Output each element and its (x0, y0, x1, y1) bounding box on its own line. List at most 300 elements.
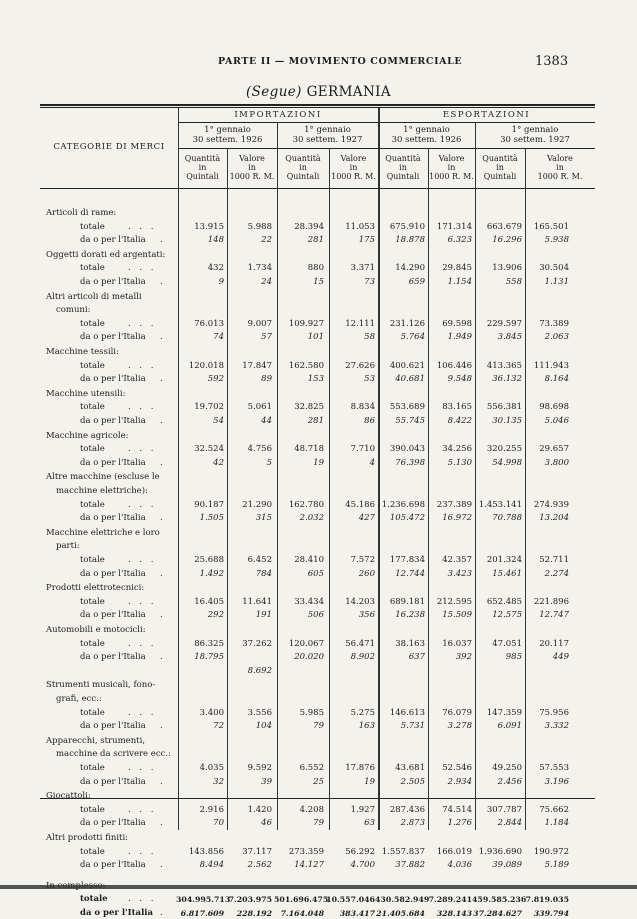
cell-value: 3.371 (350, 263, 375, 274)
cell-value: 260 (358, 568, 375, 579)
cell-value: 1.557.837 (381, 846, 425, 857)
cell-value: 8.494 (199, 860, 224, 871)
cell-value: 784 (255, 568, 272, 579)
leader-dots: . . . (128, 638, 157, 649)
cell-value: 7.164.048 (280, 909, 324, 918)
cell-value: 1.453.141 (478, 499, 522, 510)
row-label: Automobili e motocicli: (46, 625, 146, 635)
table-row (0, 721, 637, 732)
cell-value: 37.117 (242, 846, 272, 857)
cell-value: 2.505 (400, 776, 425, 787)
table-row (0, 908, 637, 919)
cell-value: 37.262 (242, 638, 272, 649)
cell-value: 2.934 (447, 776, 472, 787)
cell-value: 5.988 (247, 221, 272, 232)
table-row (0, 805, 637, 816)
page-number: 1383 (535, 54, 569, 69)
cell-value: 76.398 (395, 457, 425, 468)
cell-value: 315 (255, 513, 272, 524)
category-row (0, 625, 637, 636)
leader-dots: . . . (128, 804, 157, 815)
cell-value: 5 (266, 457, 272, 468)
leader-dots: . . . (128, 763, 157, 773)
cell-value: 21.405.684 (376, 909, 425, 918)
cell-value: 143.856 (188, 846, 224, 857)
cell-value: 281 (307, 235, 324, 246)
row-label: totale (80, 555, 105, 565)
table-row (0, 319, 637, 330)
cell-value: 2.873 (400, 818, 425, 829)
running-title: PARTE II — MOVIMENTO COMMERCIALE (218, 56, 463, 67)
cell-value: 83.165 (442, 402, 472, 413)
table-row (0, 555, 637, 566)
cell-value: 16.238 (395, 610, 425, 621)
table-top-rule (40, 104, 595, 106)
cell-value: 5.731 (400, 721, 425, 732)
cell-value: 1.949 (447, 332, 472, 343)
cell-value: 1.236.698 (381, 499, 425, 510)
leader-dots: . (160, 721, 166, 732)
cell-value: 17.847 (242, 360, 272, 371)
cell-value: 32 (213, 776, 224, 787)
cell-value: 13.915 (194, 221, 224, 232)
table-row (0, 597, 637, 608)
cell-value: 592 (207, 374, 224, 385)
row-label: totale (80, 804, 105, 815)
row-label: Macchine utensili: (46, 388, 126, 399)
row-label: da o per l'Italia (80, 332, 146, 343)
row-label: macchine elettriche): (56, 486, 148, 496)
leader-dots: . (160, 818, 166, 829)
cell-value: 383.417 (339, 909, 375, 918)
cell-value: 191 (255, 610, 272, 621)
cell-value: 237.389 (436, 499, 472, 510)
cell-value: 46 (261, 818, 272, 829)
cell-value: 15.461 (492, 568, 522, 579)
cell-value: 1.276 (447, 818, 472, 829)
cell-value: 328.143 (436, 909, 472, 918)
cell-value: 98.698 (539, 402, 569, 413)
cell-value: 105.472 (389, 513, 425, 524)
cell-value: 7.289.241 (428, 895, 472, 905)
leader-dots: . (160, 652, 166, 663)
cell-value: 25.688 (194, 555, 224, 565)
cell-value: 53 (364, 374, 375, 385)
cell-value: 162.580 (288, 360, 324, 371)
table-row (0, 458, 637, 469)
row-label: totale (80, 707, 105, 718)
leader-dots: . (160, 513, 166, 524)
cell-value: 5.985 (299, 707, 324, 718)
leader-dots: . . . (128, 318, 157, 329)
row-label: totale (80, 894, 108, 905)
cell-value: 148 (207, 235, 224, 246)
cell-value: 501.696.475 (274, 895, 329, 905)
cell-value: 432 (207, 263, 224, 274)
cell-value: 177.834 (389, 555, 425, 565)
table-row (0, 652, 637, 663)
cell-value: 86.325 (194, 638, 224, 649)
cell-value: 36.132 (492, 374, 522, 385)
row-label: totale (80, 763, 105, 773)
cell-value: 76.079 (442, 707, 472, 718)
cell-value: 427 (358, 513, 375, 524)
cell-value: 6.552 (299, 763, 324, 773)
cell-value: 45.186 (345, 499, 375, 510)
header-bottom-rule (40, 188, 595, 189)
cell-value: 8.692 (247, 665, 272, 676)
category-row (0, 528, 637, 539)
cell-value: 73 (364, 277, 375, 287)
cell-value: 449 (552, 652, 569, 663)
row-label: Altri articoli di metalli (46, 291, 142, 302)
cell-value: 9.548 (447, 374, 472, 385)
cell-value: 1.927 (350, 804, 375, 815)
leader-dots: . (160, 374, 166, 385)
cell-value: 58 (364, 332, 375, 343)
cell-value: 413.365 (486, 360, 522, 371)
cell-value: 72 (213, 721, 224, 732)
cell-value: 9.007 (247, 318, 272, 329)
category-row (0, 833, 637, 844)
row-label: Prodotti elettrotecnici: (46, 583, 145, 594)
cell-value: 44 (261, 416, 272, 426)
cell-value: 165.501 (533, 221, 569, 232)
cell-value: 2.844 (497, 818, 522, 829)
leader-dots: . . . (128, 499, 157, 510)
row-label: Altri prodotti finiti: (46, 833, 129, 843)
leader-dots: . . . (128, 221, 157, 232)
cell-value: 880 (307, 263, 324, 274)
cell-value: 20.020 (294, 652, 324, 663)
cell-value: 1.154 (447, 277, 472, 287)
cell-value: 54 (213, 416, 224, 426)
leader-dots: . (160, 277, 166, 287)
cell-value: 292 (207, 610, 224, 621)
category-row (0, 389, 637, 400)
table-row (0, 763, 637, 774)
cell-value: 104 (255, 721, 272, 732)
cell-value: 605 (307, 568, 324, 579)
cell-value: 14.290 (395, 263, 425, 274)
cell-value: 6.452 (247, 555, 272, 565)
cell-value: 652.485 (486, 596, 522, 607)
leader-dots: . (160, 235, 166, 246)
category-row (0, 583, 637, 594)
cell-value: 73.389 (539, 318, 569, 329)
cell-value: 120.018 (188, 360, 224, 371)
cell-value: 212.595 (436, 596, 472, 607)
table-row (0, 860, 637, 871)
cell-value: 43.681 (395, 763, 425, 773)
cell-value: 48.718 (294, 444, 324, 455)
cell-value: 3.800 (544, 457, 569, 468)
cell-value: 19 (313, 457, 324, 468)
cell-value: 221.896 (533, 596, 569, 607)
cell-value: 506 (307, 610, 324, 621)
cell-value: 16.037 (442, 638, 472, 649)
row-label: totale (80, 221, 105, 232)
cell-value: 1.131 (544, 277, 569, 287)
leader-dots: . (160, 457, 166, 468)
segue-label: (Segue) (245, 84, 302, 100)
row-label: Oggetti dorati ed argentati: (46, 249, 166, 260)
cell-value: 2.562 (247, 860, 272, 871)
row-label: da o per l'Italia (80, 374, 146, 385)
cell-value: 42.357 (442, 555, 472, 565)
cell-value: 1.184 (544, 818, 569, 829)
row-label: grafi, ecc.: (56, 694, 102, 704)
table-row (0, 416, 637, 427)
cell-value: 14.203 (345, 596, 375, 607)
value-header: Valore in 1000 R. M. (331, 154, 376, 181)
category-row (0, 347, 637, 358)
category-row (0, 486, 637, 497)
table-row (0, 332, 637, 343)
cell-value: 37.882 (395, 860, 425, 871)
row-label: da o per l'Italia (80, 277, 146, 287)
cell-value: 109.927 (288, 318, 324, 329)
cell-value: 153 (307, 374, 324, 385)
cell-value: 7.710 (350, 444, 375, 455)
row-label: parti: (56, 541, 80, 552)
table-row (0, 444, 637, 455)
cell-value: 8.834 (350, 402, 375, 413)
cell-value: 3.332 (544, 721, 569, 732)
row-label: comuni: (56, 305, 91, 316)
cell-value: 22 (261, 235, 272, 246)
cell-value: 2.063 (544, 332, 569, 343)
cell-value: 29.845 (442, 263, 472, 274)
category-row (0, 292, 637, 303)
table-row (0, 263, 637, 274)
cell-value: 70 (213, 818, 224, 829)
value-header: Valore in 1000 R. M. (537, 154, 583, 181)
cell-value: 556.381 (486, 402, 522, 413)
page-header (0, 56, 637, 72)
category-row (0, 431, 637, 442)
table-row (0, 361, 637, 372)
cell-value: 38.163 (395, 638, 425, 649)
cell-value: 5.046 (544, 416, 569, 426)
row-label: totale (80, 846, 105, 857)
row-label: da o per l'Italia (80, 818, 146, 829)
table-row (0, 818, 637, 829)
cell-value: 12.747 (539, 610, 569, 621)
table-row (0, 277, 637, 288)
cell-value: 18.878 (395, 235, 425, 246)
cell-value: 52.546 (442, 763, 472, 773)
table-row (0, 500, 637, 511)
row-label: totale (80, 402, 105, 413)
row-label: Apparecchi, strumenti, (46, 735, 146, 746)
table-top-rule-2 (40, 107, 595, 108)
leader-dots: . (160, 776, 166, 787)
row-label: totale (80, 596, 105, 607)
leader-dots: . (160, 860, 166, 871)
cell-value: 15 (313, 277, 324, 287)
table-row (0, 222, 637, 233)
cell-value: 52.711 (539, 555, 569, 565)
table-title (0, 84, 637, 100)
leader-dots: . . . (128, 596, 157, 607)
cell-value: 558 (505, 277, 522, 287)
cell-value: 79 (313, 818, 324, 829)
cell-value: 7.819.035 (525, 895, 569, 905)
cell-value: 90.187 (194, 499, 224, 510)
cell-value: 28.410 (294, 555, 324, 565)
cell-value: 24 (261, 277, 272, 287)
cell-value: 12.575 (492, 610, 522, 621)
cell-value: 89 (261, 374, 272, 385)
qty-header: Quantità in Quintali (385, 154, 421, 181)
cell-value: 32.825 (294, 402, 324, 413)
row-label: totale (80, 638, 105, 649)
cell-value: 40.681 (395, 374, 425, 385)
table-row (0, 610, 637, 621)
table-row (0, 639, 637, 650)
cell-value: 29.657 (539, 444, 569, 455)
value-header: Valore in 1000 R. M. (429, 154, 474, 181)
cell-value: 400.621 (389, 360, 425, 371)
group-header-rule (178, 122, 595, 123)
category-header: CATEGORIE DI MERCI (53, 142, 165, 152)
cell-value: 2.456 (497, 776, 522, 787)
category-row (0, 472, 637, 483)
row-label: da o per l'Italia (80, 235, 146, 246)
cell-value: 356 (358, 610, 375, 621)
cell-value: 11.053 (345, 221, 375, 232)
leader-dots: . . . (128, 402, 157, 413)
cell-value: 162.780 (288, 499, 324, 510)
row-label: Giocattoli: (46, 791, 91, 802)
period-header-rule (178, 148, 595, 149)
leader-dots: . . . (128, 360, 157, 371)
cell-value: 19 (364, 776, 375, 787)
row-label: da o per l'Italia (80, 721, 146, 732)
cell-value: 553.689 (389, 402, 425, 413)
cell-value: 229.597 (486, 318, 522, 329)
cell-value: 28.394 (294, 221, 324, 232)
row-label: totale (80, 263, 105, 274)
cell-value: 459.585.236 (472, 895, 527, 905)
cell-value: 39.089 (492, 860, 522, 871)
cell-value: 30.504 (539, 263, 569, 274)
cell-value: 320.255 (486, 444, 522, 455)
cell-value: 675.910 (389, 221, 425, 232)
cell-value: 985 (505, 652, 522, 663)
cell-value: 663.679 (486, 221, 522, 232)
leader-dots: . (160, 908, 166, 918)
cell-value: 25 (313, 776, 324, 787)
table-row (0, 666, 637, 677)
cell-value: 287.436 (389, 804, 425, 815)
cell-value: 14.127 (294, 860, 324, 871)
row-label: da o per l'Italia (80, 776, 146, 787)
cell-value: 5.764 (400, 332, 425, 343)
cell-value: 2.274 (544, 568, 569, 579)
row-label: da o per l'Italia (80, 416, 146, 426)
cell-value: 6.323 (447, 235, 472, 246)
cell-value: 390.043 (389, 444, 425, 455)
imports-header: IMPORTAZIONI (234, 110, 322, 120)
cell-value: 3.423 (447, 568, 472, 579)
row-label: macchine da scrivere ecc.: (56, 749, 171, 760)
cell-value: 4.756 (247, 444, 272, 455)
cell-value: 15.509 (442, 610, 472, 621)
row-label: da o per l'Italia (80, 610, 146, 621)
cell-value: 281 (307, 416, 324, 426)
cell-value: 689.181 (389, 596, 425, 607)
cell-value: 228.192 (236, 909, 272, 918)
cell-value: 19.702 (194, 402, 224, 413)
cell-value: 5.938 (544, 235, 569, 246)
leader-dots: . (160, 568, 166, 579)
table-row (0, 513, 637, 524)
cell-value: 56.292 (345, 846, 375, 857)
cell-value: 201.324 (486, 555, 522, 565)
cell-value: 1.936.690 (478, 846, 522, 857)
leader-dots: . . . (128, 846, 157, 857)
value-header: Valore in 1000 R. M. (229, 154, 275, 181)
row-label: Macchine tessili: (46, 347, 119, 357)
period-header: 1° gennaio 30 settem. 1927 (292, 125, 363, 145)
cell-value: 75.956 (539, 707, 569, 718)
cell-value: 54.998 (492, 457, 522, 468)
category-row (0, 541, 637, 552)
cell-value: 12.111 (345, 318, 375, 329)
cell-value: 6.817.609 (180, 909, 224, 918)
row-label: totale (80, 499, 105, 510)
table-row (0, 374, 637, 385)
cell-value: 8.164 (544, 374, 569, 385)
row-label: da o per l'Italia (80, 513, 146, 524)
row-label: totale (80, 444, 105, 455)
cell-value: 17.876 (345, 763, 375, 773)
table-row (0, 777, 637, 788)
cell-value: 16.405 (194, 596, 224, 607)
cell-value: 7.572 (350, 555, 375, 565)
leader-dots: . (160, 332, 166, 343)
cell-value: 2.916 (199, 804, 224, 815)
cell-value: 120.067 (288, 638, 324, 649)
row-label: da o per l'Italia (80, 568, 146, 579)
row-label: da o per l'Italia (80, 457, 146, 468)
cell-value: 106.446 (436, 360, 472, 371)
country-name: GERMANIA (306, 84, 392, 100)
cell-value: 1.420 (247, 804, 272, 815)
cell-value: 392 (455, 652, 472, 663)
cell-value: 75.662 (539, 804, 569, 815)
cell-value: 3.196 (544, 776, 569, 787)
row-label: Altre macchine (escluse le (46, 472, 160, 483)
cell-value: 1.734 (247, 263, 272, 274)
cell-value: 57 (261, 332, 272, 343)
leader-dots: . . . (128, 555, 157, 565)
period-header: 1° gennaio 30 settem. 1926 (192, 125, 263, 145)
cell-value: 171.314 (436, 221, 472, 232)
cell-value: 5.130 (447, 457, 472, 468)
cell-value: 175 (358, 235, 375, 246)
cell-value: 5.061 (247, 402, 272, 413)
cell-value: 9.592 (247, 763, 272, 773)
cell-value: 47.051 (492, 638, 522, 649)
cell-value: 74.514 (442, 804, 472, 815)
cell-value: 30.135 (492, 416, 522, 426)
row-label: Macchine elettriche e loro (46, 527, 160, 538)
period-header: 1° gennaio 30 settem. 1927 (500, 125, 570, 145)
cell-value: 57.553 (539, 763, 569, 773)
